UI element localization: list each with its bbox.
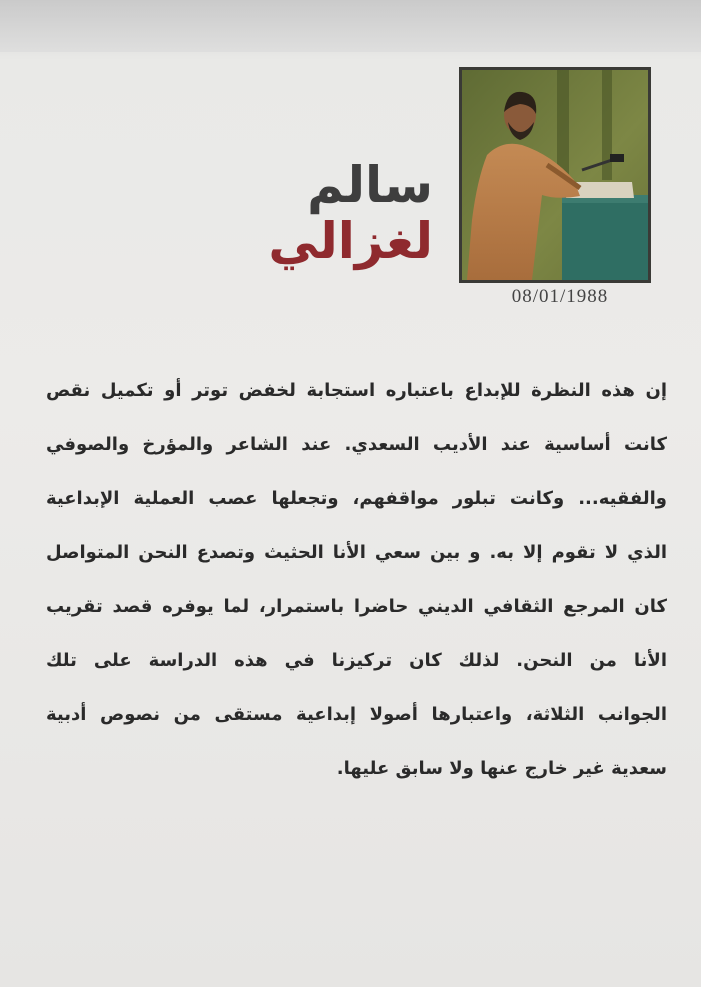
text-line: سعدية غير خارج عنها ولا سابق عليها. — [336, 758, 667, 779]
author-first-name: سالم — [307, 156, 433, 214]
text-line: والفقيه... وكانت تبلور مواقفهم، وتجعلها عصب العملية الإبداعية — [46, 488, 667, 509]
text-line: إن هذه النظرة للإبداع باعتباره استجابة لخفض توتر أو تكميل نقص — [46, 380, 667, 401]
page-shadow — [0, 0, 701, 52]
text-line: الأنا من النحن. لذلك كان تركيزنا في هذه الدراسة على تلك — [46, 650, 667, 671]
photo-date: 08/01/1988 — [511, 286, 609, 307]
author-last-name: لغزالي — [268, 212, 433, 270]
text-line: كان المرجع الثقافي الديني حاضرا باستمرار، لما يوفره قصد تقريب — [46, 596, 667, 617]
text-line: الجوانب الثلاثة، واعتبارها أصولا إبداعية مستقى من نصوص أدبية — [46, 704, 667, 725]
author-name — [268, 156, 433, 270]
text-line: الذي لا تقوم إلا به. و بين سعي الأنا الحثيث وتصدع النحن المتواصل — [46, 542, 667, 563]
author-photo — [459, 67, 651, 283]
back-cover-paragraph — [46, 372, 667, 804]
author-photo-image — [462, 70, 648, 280]
text-line: كانت أساسية عند الأديب السعدي. عند الشاعر والمؤرخ والصوفي — [46, 434, 667, 455]
